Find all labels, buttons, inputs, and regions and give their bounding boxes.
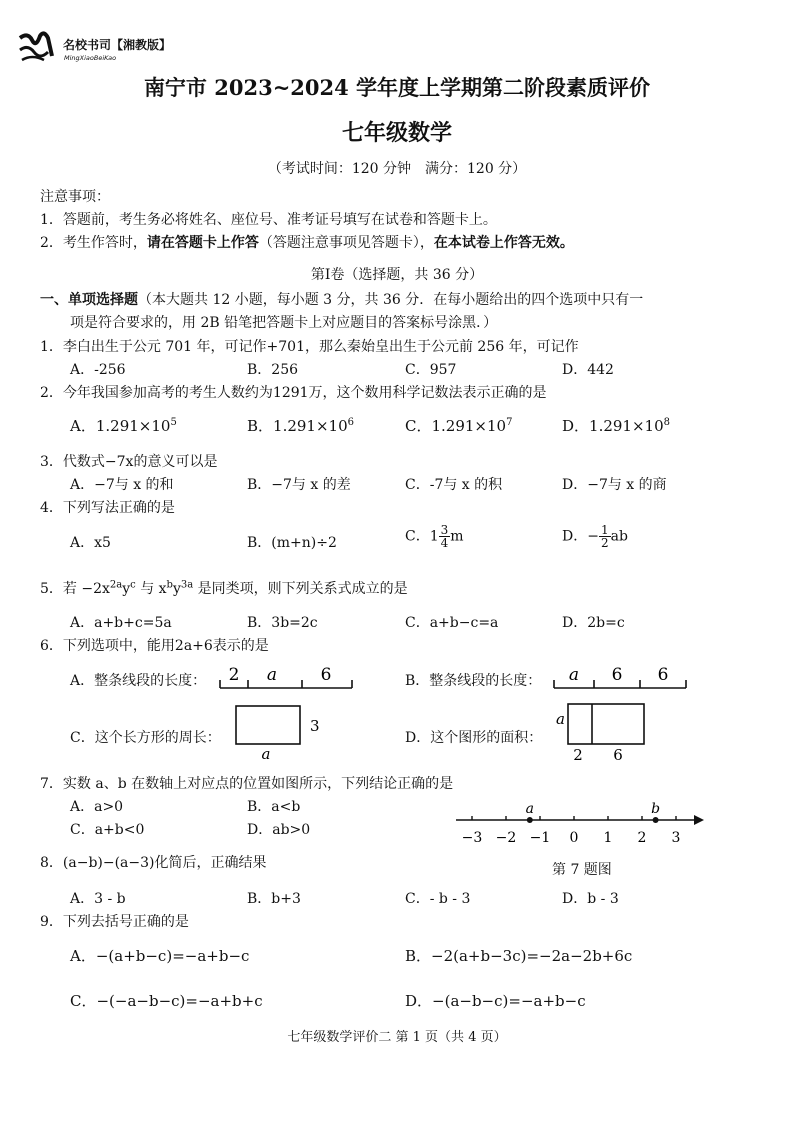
q7-option-d: D．ab>0 — [247, 822, 311, 838]
q6-b-segment-figure — [552, 660, 688, 692]
q2-option-d: D．$1.291\times 10^8$ — [562, 417, 671, 435]
q8-option-a: A．3 - b — [70, 891, 126, 907]
q6-a-segment-figure — [218, 660, 354, 692]
q3-option-a: A．−7与 x 的和 — [70, 477, 174, 493]
q2-option-a: A．$1.291\times 10^5$ — [70, 417, 177, 435]
q6-c-side-label: 3 — [310, 717, 320, 735]
q6-a-label-2: a — [266, 665, 278, 685]
q2-stem: 2．今年我国参加高考的考生人数约为1291万，这个数用科学记数法表示正确的是 — [40, 385, 547, 401]
q7-figure-caption: 第 7 题图 — [552, 862, 612, 878]
q7-point-b-dot — [653, 817, 659, 823]
q6-option-b: B．整条线段的长度： — [405, 673, 542, 689]
q1-option-a: A．-256 — [70, 362, 126, 378]
q7-axis-tick-label: −2 — [495, 830, 517, 846]
q6-d-side-label: a — [556, 710, 565, 728]
q6-d-bottom-label-1: 2 — [573, 746, 583, 764]
q8-option-c: C．- b - 3 — [405, 891, 471, 907]
section1-desc-line2: 项是符合要求的，用 2B 铅笔把答题卡上对应题目的答案标号涂黑．） — [70, 315, 498, 331]
logo-subtext: MingXiaoBeiKao — [64, 54, 117, 62]
q1-option-d: D．442 — [562, 362, 614, 378]
q6-b-label-1: a — [568, 665, 580, 685]
q5-option-a: A．a+b+c=5a — [70, 615, 172, 631]
q5-option-d: D．2b=c — [562, 615, 625, 631]
q4-option-c: C．1 $\frac{3}{4}$ m — [405, 523, 464, 550]
q3-option-c: C．-7与 x 的积 — [405, 477, 503, 493]
q6-b-label-3: 6 — [657, 665, 669, 685]
q4-option-b: B．(m+n)÷2 — [247, 535, 337, 551]
q7-axis-tick-label: −1 — [529, 830, 551, 846]
q7-point-a-dot — [527, 817, 533, 823]
q7-option-c: C．a+b<0 — [70, 822, 145, 838]
exam-info: （考试时间：120 分钟 满分：120 分） — [267, 161, 527, 177]
q1-stem: 1．李白出生于公元 701 年，可记作+701，那么秦始皇出生于公元前 256 年，可记作 — [40, 339, 579, 355]
q7-axis-tick-label: 0 — [569, 830, 579, 846]
q8-option-d: D．b - 3 — [562, 891, 619, 907]
q9-option-d: D．−(a−b−c)=−a+b−c — [405, 992, 586, 1010]
q6-c-rectangle-figure — [232, 704, 322, 762]
q5-option-b: B．3b=2c — [247, 615, 318, 631]
q6-option-a: A．整条线段的长度： — [70, 673, 207, 689]
q5-option-c: C．a+b−c=a — [405, 615, 499, 631]
q9-option-a: A．−(a+b−c)=−a+b−c — [70, 947, 250, 965]
q7-option-b: B．a<b — [247, 799, 301, 815]
exam-title: 南宁市 2023~2024 学年度上学期第二阶段素质评价 — [143, 75, 651, 100]
q3-option-b: B．−7与 x 的差 — [247, 477, 351, 493]
q6-c-bottom-label: a — [261, 745, 271, 762]
q6-d-bottom-label-2: 6 — [613, 746, 623, 764]
notice-heading: 注意事项： — [40, 189, 110, 205]
q2-option-b: B．$1.291\times 10^6$ — [247, 417, 355, 435]
q7-number-line-figure — [452, 798, 706, 850]
section1-desc-line1: 一、单项选择题（本大题共 12 小题，每小题 3 分，共 36 分．在每小题给出的四个选项中只有一 — [40, 292, 644, 308]
q7-option-a: A．a>0 — [70, 799, 124, 815]
q6-stem: 6．下列选项中，能用2a+6表示的是 — [40, 638, 269, 654]
q9-option-c: C．−(−a−b−c)=−a+b+c — [70, 992, 263, 1010]
exam-subject: 七年级数学 — [341, 120, 452, 146]
q7-stem: 7．实数 a、b 在数轴上对应点的位置如图所示，下列结论正确的是 — [40, 776, 454, 792]
notice-item-2: 2．考生作答时，请在答题卡上作答（答题注意事项见答题卡），在本试卷上作答无效。 — [40, 235, 574, 251]
q4-option-d: D．− $\frac{1}{2}$ ab — [562, 523, 628, 550]
q1-option-b: B．256 — [247, 362, 299, 378]
q3-option-d: D．−7与 x 的商 — [562, 477, 667, 493]
q6-option-c: C．这个长方形的周长： — [70, 730, 221, 746]
q6-option-d: D．这个图形的面积： — [405, 730, 543, 746]
q6-a-label-3: 6 — [320, 665, 332, 685]
q8-option-b: B．b+3 — [247, 891, 301, 907]
q7-axis-tick-label: 2 — [637, 830, 647, 846]
part1-heading: 第Ⅰ卷（选择题，共 36 分） — [310, 267, 484, 283]
q6-a-label-1: 2 — [228, 665, 240, 685]
q4-stem: 4．下列写法正确的是 — [40, 500, 175, 516]
page-footer: 七年级数学评价二 第 1 页（共 4 页） — [287, 1030, 507, 1045]
q1-option-c: C．957 — [405, 362, 457, 378]
q2-option-c: C．$1.291\times 10^7$ — [405, 417, 513, 435]
notice-item-1: 1．答题前，考生务必将姓名、座位号、准考证号填写在试卷和答题卡上。 — [40, 212, 497, 228]
q7-axis-tick-label: 3 — [671, 830, 681, 846]
q7-point-a-label: a — [525, 801, 534, 817]
q7-axis-tick-label: 1 — [603, 830, 613, 846]
q8-stem: 8．(a−b)−(a−3)化简后，正确结果 — [40, 855, 267, 871]
q3-stem: 3．代数式−7x的意义可以是 — [40, 454, 218, 470]
logo-text: 名校书司【湘教版】 — [63, 38, 172, 52]
q9-stem: 9．下列去括号正确的是 — [40, 914, 189, 930]
q9-option-b: B．−2(a+b−3c)=−2a−2b+6c — [405, 947, 633, 965]
q7-point-b-label: b — [651, 801, 661, 817]
q6-d-area-figure — [552, 702, 652, 764]
logo-icon — [18, 30, 58, 64]
q6-b-label-2: 6 — [611, 665, 623, 685]
q4-option-a: A．x5 — [70, 535, 111, 551]
q5-stem: 5．若 $-2x^{2a}y^c$ 与 $x^by^{3a}$ 是同类项，则下列关系式成立的是 — [40, 579, 408, 597]
q7-axis-tick-label: −3 — [461, 830, 483, 846]
